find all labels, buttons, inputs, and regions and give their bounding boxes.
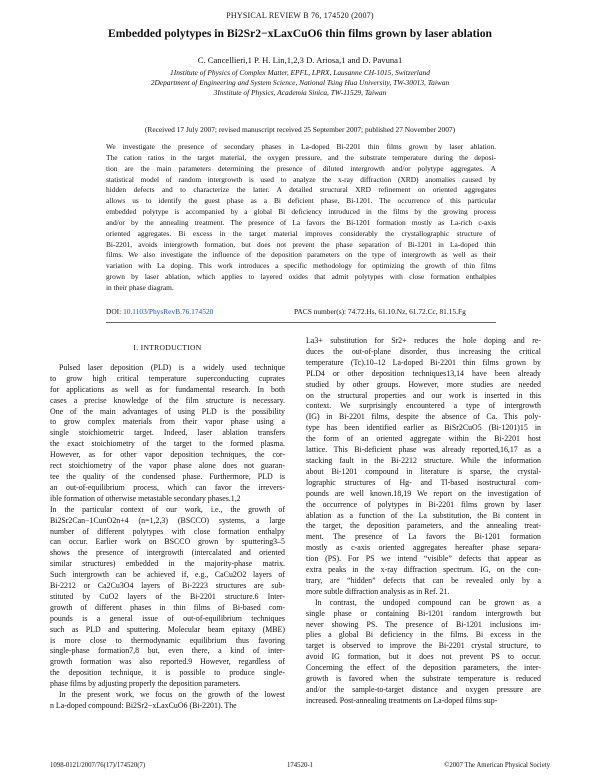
body-text-line: n La-doped compound: Bi2Sr2−xLaxCuO6 (Bi-2201). The: [50, 701, 237, 710]
abstract-line: embedded polytype is accompanied by a global Bi deficiency introduced in the films by the growing process: [106, 207, 496, 217]
section-heading: I. INTRODUCTION: [133, 343, 202, 352]
abstract-line: grown by laser ablation, which applies to layered oxides that admit polytypes with close formation enthalpies: [106, 272, 496, 282]
pacs-numbers: PACS number(s): 74.72.Hs, 61.10.Nz, 61.72.Cc, 81.15.Fg: [294, 307, 466, 316]
abstract-line: We investigate the presence of secondary phases in La-doped Bi-2201 thin films grown by laser ablation.: [106, 142, 496, 151]
body-text-line: stituted by CuO2 layers of the Bi-2201 structure.6 Inter-: [50, 591, 285, 601]
publication-dates: (Received 17 July 2007; revised manuscript received 25 September 2007; published 27 November 2007): [144, 125, 456, 134]
right-column: [306, 336, 541, 707]
body-text-line: stacking fault in the Bi-2212 structure. While the information: [306, 455, 541, 465]
body-text-line: about Bi-1201 compound in literature is sparse, the crystal-: [306, 466, 541, 476]
body-text-line: shows the presence of intergrowth (intercalated and oriented: [50, 548, 285, 558]
body-text-line: La3+ substitution for Sr2+ reduces the hole doping and re-: [306, 336, 541, 345]
body-text-line: rect stoichiometry of the vapor phase alone does not guaran-: [50, 461, 285, 471]
body-text-line: lattice. This Bi-deficient phase was already reported,16,17 as a: [306, 445, 541, 455]
abstract-line: The cation ratios in the target material, the oxygen pressure, and the substrate temperature during the deposi-: [106, 152, 496, 162]
running-head: PHYSICAL REVIEW B 76, 174520 (2007): [226, 11, 374, 20]
body-text-line: target is observed to improve the Bi-2201 crystal structure, to: [306, 641, 541, 651]
body-text-line: extra peaks in the x-ray diffraction spectrum. IG, on the con-: [306, 565, 541, 575]
article-title: [40, 27, 560, 41]
body-text-line: growth is favored when the substrate temperature is reduced: [306, 674, 541, 684]
body-text-line: number of different polytypes with close formation enthalpy: [50, 526, 285, 536]
author-list: C. Cancellieri,1 P. H. Lin,1,2,3 D. Ariosa,1 and D. Pavuna1: [197, 55, 403, 65]
left-column: [50, 336, 285, 712]
body-text-line: However, as for other vapor deposition techniques, the cor-: [50, 450, 285, 460]
body-text-line: such as PLD and sputtering. Molecular beam epitaxy (MBE): [50, 624, 285, 634]
abstract-line: allows us to identify the guest phase as a Bi deficient phase, Bi-1201. The occurrence of this particular: [106, 196, 496, 206]
body-text-line: more subtle diffraction analysis as in Ref. 21.: [306, 586, 450, 596]
abstract-line: tion are the main parameters determining the presence of diluted intergrowth and/or polytype aggregates. A: [106, 163, 496, 173]
article-title-text: Embedded polytypes in Bi2Sr2−xLaxCuO6 thin films grown by laser ablation: [107, 27, 492, 40]
body-text-line: single stoichiometric target. Indeed, laser ablation transfers: [50, 428, 285, 438]
abstract-line: statistical model of random intergrowth is used to analyze the x-ray diffraction (XRD) anomalies caused by: [106, 174, 496, 184]
body-text-line: similar structures) embedded in the majority-phase matrix.: [50, 559, 285, 569]
body-text-line: cases a precise knowledge of the film structure is necessary.: [50, 395, 285, 405]
doi-line: [106, 307, 213, 317]
abstract-divider: [106, 322, 496, 323]
affiliation-2: 2Department of Engineering and System Science, National Tsing Hua University, TW-30013, Taiwan: [150, 78, 450, 87]
affiliation-1: 1Institute of Physics of Complex Matter, EPFL, LPRX, Lausanne CH-1015, Switzerland: [170, 68, 430, 77]
body-text-line: phase films by adjusting properly the deposition parameters.: [50, 679, 241, 689]
body-text-line: can occur. Earlier work on BSCCO grown by sputtering3–5: [50, 537, 285, 547]
body-text-line: temperature (Tc).10–12 La-doped Bi-2201 thin films grown by: [306, 357, 541, 367]
footer-issn: 1098-0121/2007/76(17)/174520(7): [50, 762, 146, 769]
abstract: [106, 142, 496, 294]
body-text-line: pounds are well known.18,19 We report on the investigation of: [306, 488, 541, 498]
body-text-line: In the present work, we focus on the growth of the lowest: [59, 690, 285, 700]
body-text-line: increased. Post-annealing treatments on La-doped films sup-: [306, 695, 498, 705]
abstract-line: in their phase diagram.: [106, 282, 174, 292]
body-text-line: lographic structures of Hg- and Tl-based isostructural com-: [306, 477, 541, 487]
body-text-line: tee the quality of the condensed phase. Furthermore, PLD is: [50, 471, 285, 481]
body-text-line: tion (PS). For PS we intend “visible” defects that appear as: [306, 554, 541, 564]
body-text-line: Bi-2212 or Ca2Cu3O4 layers of Bi-2223 structures are sub-: [50, 581, 285, 591]
abstract-line: variation with La doping. This work introduces a specific methodology for optimizing the growth of thin films: [106, 261, 496, 271]
body-text-line: an out-of-equilibrium process, which can favor the irrevers-: [50, 482, 285, 492]
body-text-line: single-phase formation7,8 but, even there, a kind of inter-: [50, 646, 285, 656]
body-text-line: to grow high critical temperature superconducting cuprates: [50, 373, 285, 383]
body-text-line: the form of an oriented aggregate within the Bi-2201 host: [306, 434, 541, 444]
body-text-line: the exact stoichiometry of the target to the formed plasma.: [50, 439, 285, 449]
body-text-line: is more close to thermodynamic equilibrium thus favoring: [50, 635, 285, 645]
body-text-line: growth of different phases in thin films of Bi-based com-: [50, 602, 285, 612]
body-text-line: Such intergrowth can be achieved if, e.g., CaCu2O2 layers of: [50, 570, 285, 580]
body-text-line: single phase or containing Bi-1201 random intergrowth but: [306, 608, 541, 618]
body-text-line: ablation as a function of the La substitution, the Bi content in: [306, 510, 541, 520]
body-text-line: In the particular context of our work, i.e., the growth of: [50, 504, 285, 514]
body-text-line: (IG) in Bi-2201 films, despite the absence of Ca. This poly-: [306, 412, 541, 422]
body-text-line: Bi2Sr2Can−1CunO2n+4 (n=1,2,3) (BSCCO) systems, a large: [50, 515, 285, 525]
body-text-line: ible formation of otherwise metastable secondary phases.1,2: [50, 493, 241, 503]
body-text-line: the deposition technique, it is possible to produce single-: [50, 668, 285, 678]
affiliation-3: 3Institute of Physics, Academia Sinica, TW-11529, Taiwan: [213, 88, 387, 97]
abstract-line: and/or by the annealing treatment. The presence of La favors the Bi-1201 formation mostly as La-rich c-axis: [106, 217, 496, 227]
body-text-line: Pulsed laser deposition (PLD) is a widely used technique: [59, 362, 285, 372]
body-text-line: the target, the deposition parameters, and the annealing treat-: [306, 521, 541, 531]
body-text-line: the occurrence of polytypes in Bi-2201 films grown by laser: [306, 499, 541, 509]
body-text-line: Concerning the effect of the deposition parameters, the inter-: [306, 663, 541, 673]
body-text-line: trary, are “hidden” defects that can be revealed only by a: [306, 575, 541, 585]
abstract-line: Bi-2201, avoids intergrowth formation, but does not prevent the phase separation of Bi-1201 in La-doped thin: [106, 239, 496, 249]
abstract-line: oriented aggregates. Bi excess in the target material improves considerably the crystallographic structure of: [106, 228, 496, 238]
body-text-line: to grow complex materials from their vapor phase using a: [50, 417, 285, 427]
footer-copyright: ©2007 The American Physical Society: [444, 762, 550, 769]
body-text-line: and/or the sample-to-target distance and oxygen pressure are: [306, 685, 541, 694]
body-text-line: In contrast, the undoped compound can be grown as a: [315, 597, 541, 607]
doi-label: DOI:: [106, 307, 122, 316]
footer-page-number: 174520-1: [286, 762, 314, 769]
body-text-line: PLD4 or other deposition techniques13,14 have been already: [306, 368, 541, 378]
body-text-line: context. We surprisingly encountered a type of intergrowth: [306, 401, 541, 411]
body-text-line: pounds is a general issue of out-of-equilibrium techniques: [50, 613, 285, 623]
doi-link[interactable]: 10.1103/PhysRevB.76.174520: [123, 307, 214, 316]
body-text-line: One of the main advantages of using PLD is the possibility: [50, 406, 285, 416]
body-text-line: mostly as c-axis oriented aggregates hereafter phase separa-: [306, 543, 541, 553]
body-text-line: studied by other groups. However, more studies are needed: [306, 379, 541, 389]
abstract-line: hidden defects and to characterize the latter. A detailed structural XRD refinement on oriented aggregates: [106, 185, 496, 195]
body-text-line: ment. The presence of La favors the Bi-1201 formation: [306, 532, 541, 542]
body-text-line: growth formation was also reported.9 However, regardless of: [50, 657, 285, 667]
body-text-line: never showing PS. The presence of Bi-1201 inclusions im-: [306, 619, 541, 629]
body-text-line: for applications as well as for fundamental research. In both: [50, 384, 285, 394]
body-text-line: on the structural properties and our work is inserted in this: [306, 390, 541, 400]
body-text-line: plies a global Bi deficiency in the films. Bi excess in the: [306, 630, 541, 640]
body-text-line: avoid IG formation, but it does not prevent PS to occur.: [306, 652, 541, 662]
body-text-line: duces the out-of-plane disorder, thus increasing the critical: [306, 346, 541, 356]
abstract-line: films. We also investigate the influence of the deposition parameters on the type of intergrowth as well as their: [106, 250, 496, 260]
body-text-line: type has been identified earlier as BiSr2CuO5 (Bi-1201)15 in: [306, 423, 541, 433]
